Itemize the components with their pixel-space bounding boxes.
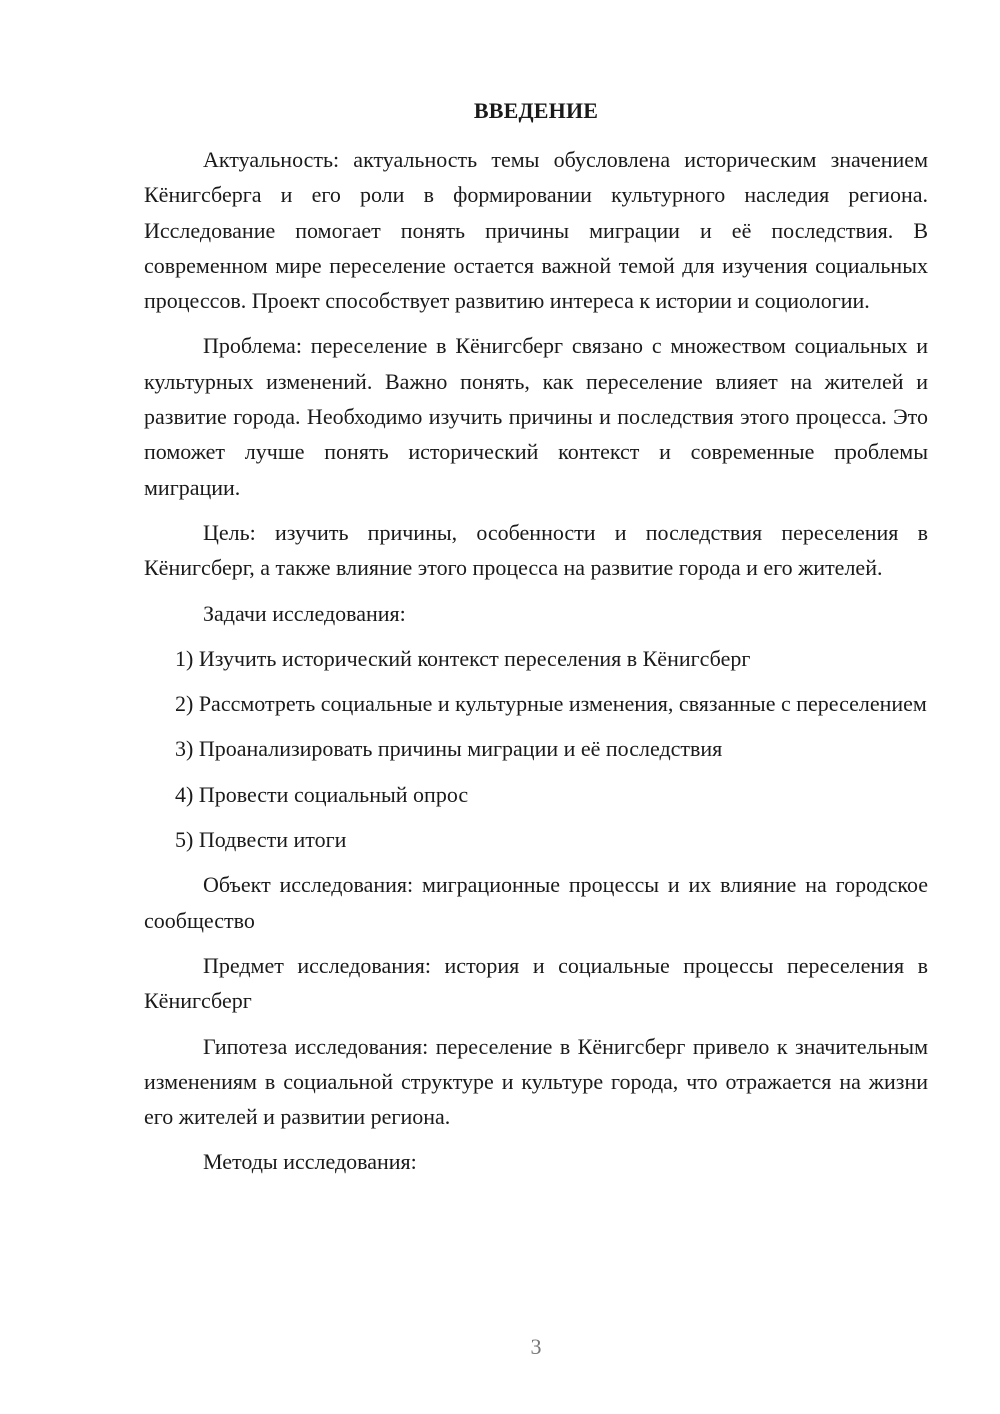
hypothesis-paragraph: Гипотеза исследования: переселение в Кёнигсберг привело к значительным изменениям в социальной структуре и культуре города, что отражается на жизни его жителей и развитии региона. [144, 1033, 928, 1130]
tasks-heading: Задачи исследования: [203, 600, 406, 626]
task-item: 2) Рассмотреть социальные и культурные изменения, связанные с переселением [175, 691, 927, 717]
goal-paragraph: Цель: изучить причины, особенности и последствия переселения в Кёнигсберг, а также влияние этого процесса на развитие города и его жителей. [144, 519, 928, 581]
problem-paragraph: Проблема: переселение в Кёнигсберг связано с множеством социальных и культурных изменений. Важно понять, как переселение влияет на жителей и развитие города. Необходимо изучить причины и последствия этого процесса. Это поможет лучше понять исторический контекст и современные проблемы миграции. [144, 333, 928, 500]
relevance-paragraph: Актуальность: актуальность темы обусловлена историческим значением Кёнигсберга и его роли в формировании культурного наследия региона. Исследование помогает понять причины миграции и её последствия. В современном мире переселение остается важной темой для изучения социальных процессов. Проект способствует развитию интереса к истории и социологии. [144, 147, 928, 314]
task-item: 3) Проанализировать причины миграции и её последствия [175, 736, 723, 762]
subject-paragraph: Предмет исследования: история и социальные процессы переселения в Кёнигсберг [144, 952, 928, 1014]
task-item: 4) Провести социальный опрос [175, 781, 469, 807]
task-item: 1) Изучить исторический контекст переселения в Кёнигсберг [175, 645, 751, 671]
object-paragraph: Объект исследования: миграционные процессы и их влияние на городское сообщество [144, 872, 928, 933]
page-title: ВВЕДЕНИЕ [473, 98, 599, 123]
task-item: 5) Подвести итоги [175, 827, 347, 853]
document-body [144, 142, 928, 1190]
page-number: 3 [530, 1334, 542, 1359]
methods-heading: Методы исследования: [203, 1149, 417, 1175]
